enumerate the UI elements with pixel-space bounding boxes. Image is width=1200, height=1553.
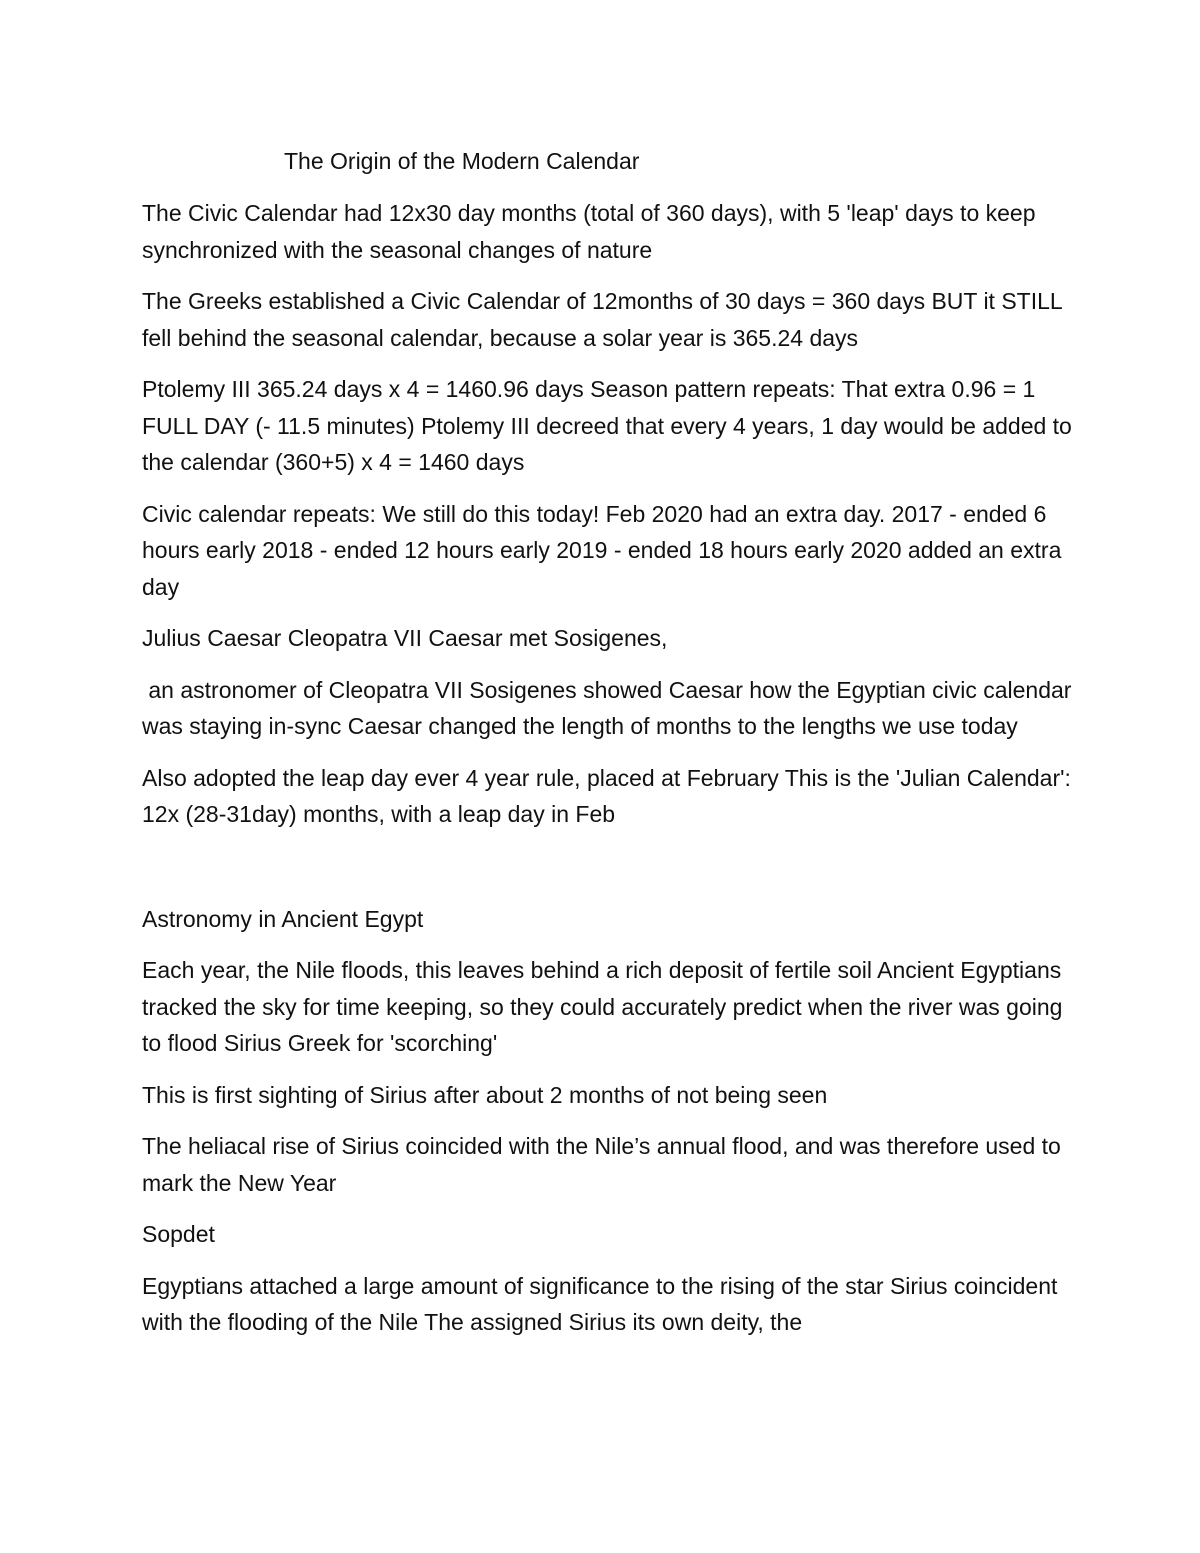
paragraph-julius-caesar: Julius Caesar Cleopatra VII Caesar met Sosigenes, [142,625,668,651]
paragraph-julian-calendar: Also adopted the leap day ever 4 year rule, placed at February This is the 'Julian Calendar': 12x (28-31day) months, with a leap day in Feb [142,764,1071,827]
paragraph-ptolemy: Ptolemy III 365.24 days x 4 = 1460.96 days Season pattern repeats: That extra 0.96 = 1 FULL DAY (- 11.5 minutes) Ptolemy III decreed that every 4 years, 1 day would be added to the calendar (360+5) x 4 = 1460 days [142,376,1072,475]
paragraph-civic-calendar: The Civic Calendar had 12x30 day months (total of 360 days), with 5 'leap' days to keep synchronized with the seasonal changes of nature [142,200,1036,263]
paragraph-heliacal-rise: The heliacal rise of Sirius coincided with the Nile’s annual flood, and was therefore used to mark the New Year [142,1133,1061,1196]
paragraph-civic-repeats: Civic calendar repeats: We still do this today! Feb 2020 had an extra day. 2017 - ended 6 hours early 2018 - ended 12 hours early 2019 - ended 18 hours early 2020 added an extra day [142,500,1062,600]
paragraph-sosigenes: an astronomer of Cleopatra VII Sosigenes showed Caesar how the Egyptian civic calendar was staying in-sync Caesar changed the length of months to the lengths we use today [142,676,1078,739]
paragraph-greeks: The Greeks established a Civic Calendar of 12months of 30 days = 360 days BUT it STILL fell behind the seasonal calendar, because a solar year is 365.24 days [142,288,1062,351]
paragraph-sopdet: Sopdet [142,1221,215,1247]
paragraph-significance: Egyptians attached a large amount of significance to the rising of the star Sirius coincident with the flooding of the Nile The assigned Sirius its own deity, the [142,1272,1058,1335]
section-heading-astronomy: Astronomy in Ancient Egypt [142,905,424,932]
document-body [142,195,1078,1356]
paragraph-first-sighting: This is first sighting of Sirius after about 2 months of not being seen [142,1081,828,1108]
paragraph-nile-floods: Each year, the Nile floods, this leaves behind a rich deposit of fertile soil Ancient Egyptians tracked the sky for time keeping, so they could accurately predict when the river was going to flood Sirius Greek for 'scorching' [142,957,1063,1056]
section-spacer [142,848,1072,901]
page-title: The Origin of the Modern Calendar [284,148,640,174]
